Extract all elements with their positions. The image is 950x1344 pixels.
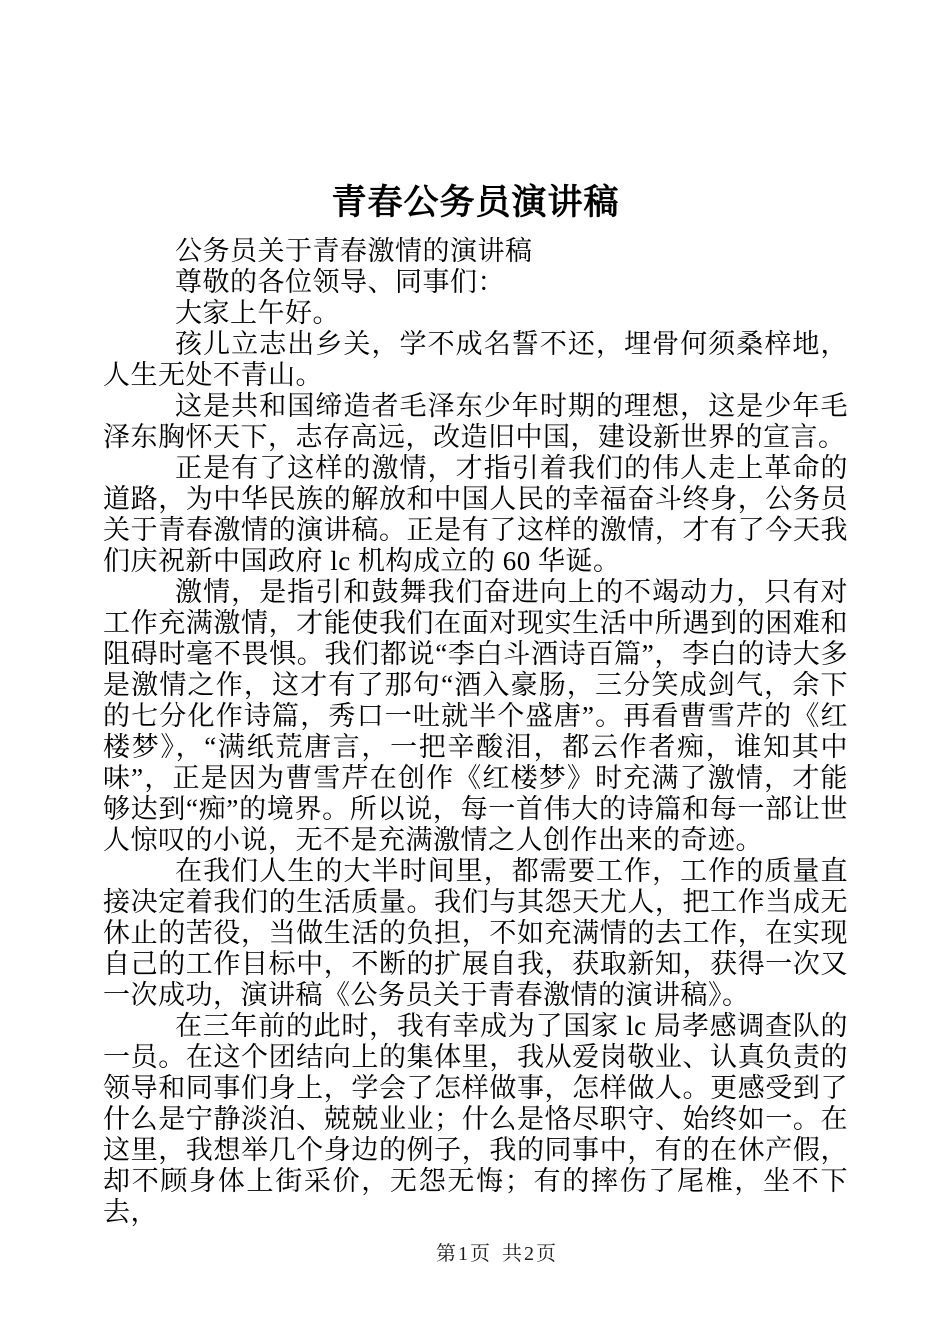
document-body [103, 236, 848, 1228]
total-pages-label: 共2页 [502, 1243, 558, 1265]
paragraph: 公务员关于青春激情的演讲稿 [175, 236, 533, 266]
current-page-label: 第1页 [436, 1243, 492, 1265]
document-title: 青春公务员演讲稿 [331, 183, 620, 222]
paragraph: 这是共和国缔造者毛泽东少年时期的理想，这是少年毛泽东胸怀天下，志存高远，改造旧中国，建设新世界的宣言。 [103, 391, 848, 452]
paragraph: 在我们人生的大半时间里，都需要工作，工作的质量直接决定着我们的生活质量。我们与其怨天尤人，把工作当成无休止的苦役，当做生活的负担，不如充满情的去工作，在实现自己的工作目标中，不断的扩展自我，获取新知，获得一次又一次成功，演讲稿《公务员关于青春激情的演讲稿》。 [103, 856, 848, 1010]
paragraph: 大家上午好。 [175, 298, 340, 328]
paragraph: 尊敬的各位领导、同事们： [175, 267, 505, 297]
paragraph: 孩儿立志出乡关，学不成名誓不还，埋骨何须桑梓地，人生无处不青山。 [103, 329, 848, 390]
page-number-indicator [436, 1242, 558, 1266]
page-footer [0, 1242, 950, 1266]
paragraph: 在三年前的此时，我有幸成为了国家 lc 局孝感调查队的一员。在这个团结向上的集体里，我从爱岗敬业、认真负责的领导和同事们身上，学会了怎样做事，怎样做人。更感受到了什么是宁静淡泊、兢兢业业；什么是恪尽职守、始终如一。在这里，我想举几个身边的例子，我的同事中，有的在休产假，却不顾身体上街采价，无怨无悔；有的摔伤了尾椎，坐不下去， [103, 1011, 848, 1227]
paragraph: 激情，是指引和鼓舞我们奋进向上的不竭动力，只有对工作充满激情，才能使我们在面对现实生活中所遇到的困难和阻碍时毫不畏惧。我们都说“李白斗酒诗百篇”，李白的诗大多是激情之作，这才有了那句“酒入豪肠，三分笑成剑气，余下的七分化作诗篇，秀口一吐就半个盛唐”。再看曹雪芹的《红楼梦》，“满纸荒唐言，一把辛酸泪，都云作者痴，谁知其中味”，正是因为曹雪芹在创作《红楼梦》时充满了激情，才能够达到“痴”的境界。所以说，每一首伟大的诗篇和每一部让世人惊叹的小说，无不是充满激情之人创作出来的奇迹。 [103, 577, 848, 855]
paragraph: 正是有了这样的激情，才指引着我们的伟人走上革命的道路，为中华民族的解放和中国人民的幸福奋斗终身，公务员关于青春激情的演讲稿。正是有了这样的激情，才有了今天我们庆祝新中国政府 lc 机构成立的 60 华诞。 [103, 453, 848, 576]
